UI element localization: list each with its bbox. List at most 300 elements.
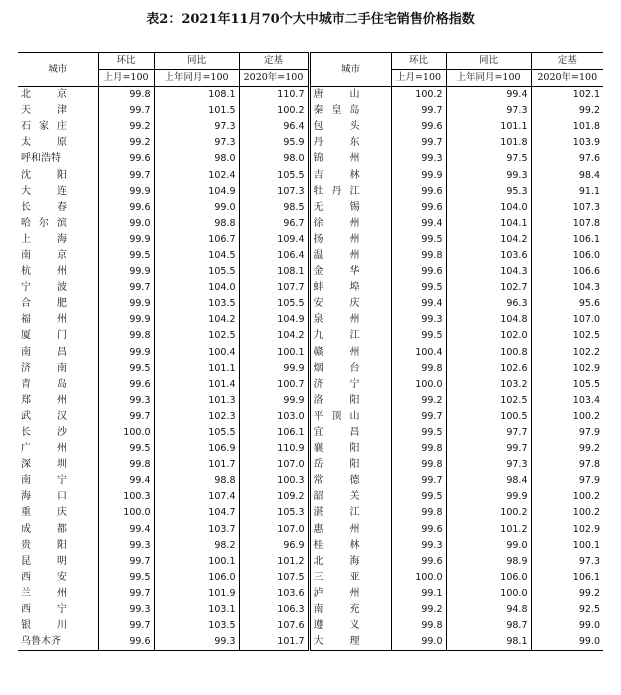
left-base-cell: 103.6 (239, 586, 309, 602)
table-row (18, 634, 603, 651)
right-yoy-cell: 97.3 (446, 457, 531, 473)
right-mom-cell: 99.7 (391, 473, 446, 489)
left-yoy-cell: 104.5 (154, 248, 239, 264)
city-name: 呼和浩特 (21, 153, 61, 165)
right-mom-cell: 99.8 (391, 361, 446, 377)
right-yoy-cell: 104.1 (446, 216, 531, 232)
table-row (18, 345, 603, 361)
city-name: 福州 (21, 314, 67, 326)
city-name: 桂林 (313, 539, 360, 551)
table-row (18, 393, 603, 409)
right-mom-cell: 99.7 (391, 135, 446, 151)
right-mom-cell: 100.2 (391, 87, 446, 104)
left-mom-cell: 99.7 (98, 586, 154, 602)
left-mom-cell: 99.7 (98, 618, 154, 634)
table-row (18, 232, 603, 248)
left-city-cell (18, 505, 98, 521)
right-yoy-cell: 101.8 (446, 135, 531, 151)
city-name: 南宁 (21, 475, 67, 487)
city-name: 安庆 (313, 298, 360, 310)
table-row (18, 538, 603, 554)
right-mom-cell: 99.1 (391, 586, 446, 602)
right-city-cell (309, 602, 391, 618)
left-city-cell (18, 328, 98, 344)
table-row (18, 618, 603, 634)
left-yoy-cell: 104.0 (154, 280, 239, 296)
left-yoy-cell: 102.5 (154, 328, 239, 344)
left-yoy-cell: 97.3 (154, 135, 239, 151)
city-name: 大连 (21, 185, 67, 197)
left-yoy-cell: 103.1 (154, 602, 239, 618)
left-city-cell (18, 345, 98, 361)
left-yoy-cell: 101.1 (154, 361, 239, 377)
left-base-cell: 100.1 (239, 345, 309, 361)
right-city-cell (309, 409, 391, 425)
left-city-cell (18, 216, 98, 232)
right-mom-cell: 100.0 (391, 570, 446, 586)
table-row (18, 216, 603, 232)
table-row (18, 248, 603, 264)
table-row (18, 151, 603, 167)
table-row (18, 328, 603, 344)
left-mom-cell: 99.7 (98, 103, 154, 119)
price-index-table (18, 52, 603, 651)
left-mom-cell: 99.0 (98, 216, 154, 232)
right-yoy-cell: 96.3 (446, 296, 531, 312)
left-base-cell: 110.9 (239, 441, 309, 457)
header-base-left: 定基 (239, 53, 309, 70)
right-city-cell (309, 522, 391, 538)
right-city-cell (309, 296, 391, 312)
right-mom-cell: 99.5 (391, 328, 446, 344)
left-mom-cell: 99.7 (98, 280, 154, 296)
left-city-cell (18, 602, 98, 618)
right-yoy-cell: 99.0 (446, 538, 531, 554)
right-city-cell (309, 570, 391, 586)
left-mom-cell: 99.9 (98, 312, 154, 328)
city-name: 泉州 (313, 314, 360, 326)
right-city-cell (309, 248, 391, 264)
right-city-cell (309, 167, 391, 183)
right-base-cell: 100.2 (531, 505, 603, 521)
left-base-cell: 106.4 (239, 248, 309, 264)
left-base-cell: 96.9 (239, 538, 309, 554)
left-base-cell: 107.7 (239, 280, 309, 296)
header-yoy-right: 同比 (446, 53, 531, 70)
right-city-cell (309, 393, 391, 409)
right-base-cell: 106.0 (531, 248, 603, 264)
right-base-cell: 95.6 (531, 296, 603, 312)
right-mom-cell: 100.0 (391, 377, 446, 393)
left-city-cell (18, 377, 98, 393)
header-mom-sub-left: 上月=100 (98, 70, 154, 87)
left-base-cell: 110.7 (239, 87, 309, 104)
city-name: 昆明 (21, 555, 67, 567)
city-name: 宁波 (21, 282, 67, 294)
header-city-right: 城市 (309, 53, 391, 87)
right-yoy-cell: 104.2 (446, 232, 531, 248)
left-city-cell (18, 473, 98, 489)
city-name: 西安 (21, 571, 67, 583)
left-base-cell: 107.6 (239, 618, 309, 634)
table-row (18, 505, 603, 521)
header-mom-sub-right: 上月=100 (391, 70, 446, 87)
left-base-cell: 98.5 (239, 200, 309, 216)
right-mom-cell: 99.8 (391, 618, 446, 634)
left-yoy-cell: 105.5 (154, 264, 239, 280)
header-yoy-left: 同比 (154, 53, 239, 70)
left-city-cell (18, 457, 98, 473)
left-mom-cell: 99.5 (98, 441, 154, 457)
left-city-cell (18, 554, 98, 570)
right-base-cell: 98.4 (531, 167, 603, 183)
right-yoy-cell: 99.7 (446, 441, 531, 457)
city-name: 长春 (21, 201, 67, 213)
left-mom-cell: 99.8 (98, 328, 154, 344)
left-base-cell: 105.5 (239, 296, 309, 312)
table-row (18, 570, 603, 586)
table-row (18, 296, 603, 312)
city-name: 济南 (21, 362, 67, 374)
left-yoy-cell: 105.5 (154, 425, 239, 441)
right-yoy-cell: 101.1 (446, 119, 531, 135)
left-mom-cell: 99.4 (98, 473, 154, 489)
left-mom-cell: 99.7 (98, 409, 154, 425)
table-row (18, 489, 603, 505)
header-row-top (18, 53, 603, 70)
city-name: 武汉 (21, 410, 67, 422)
city-name: 北海 (313, 555, 360, 567)
city-name: 济宁 (313, 378, 360, 390)
table-row (18, 409, 603, 425)
left-city-cell (18, 200, 98, 216)
left-base-cell: 100.3 (239, 473, 309, 489)
city-name: 长沙 (21, 427, 67, 439)
left-base-cell: 103.0 (239, 409, 309, 425)
left-city-cell (18, 361, 98, 377)
city-name: 湛江 (313, 507, 360, 519)
city-name: 乌鲁木齐 (21, 636, 61, 648)
right-base-cell: 99.2 (531, 103, 603, 119)
left-yoy-cell: 104.9 (154, 184, 239, 200)
right-city-cell (309, 634, 391, 651)
right-base-cell: 97.6 (531, 151, 603, 167)
left-city-cell (18, 151, 98, 167)
left-base-cell: 106.1 (239, 425, 309, 441)
left-city-cell (18, 538, 98, 554)
left-yoy-cell: 99.3 (154, 634, 239, 651)
right-mom-cell: 99.4 (391, 216, 446, 232)
right-base-cell: 102.5 (531, 328, 603, 344)
right-yoy-cell: 97.7 (446, 425, 531, 441)
right-base-cell: 97.9 (531, 473, 603, 489)
right-base-cell: 103.9 (531, 135, 603, 151)
left-city-cell (18, 167, 98, 183)
right-yoy-cell: 100.0 (446, 586, 531, 602)
left-city-cell (18, 264, 98, 280)
right-yoy-cell: 103.2 (446, 377, 531, 393)
city-name: 太原 (21, 137, 67, 149)
right-base-cell: 99.2 (531, 586, 603, 602)
right-base-cell: 104.3 (531, 280, 603, 296)
left-city-cell (18, 312, 98, 328)
right-base-cell: 91.1 (531, 184, 603, 200)
header-mom-right: 环比 (391, 53, 446, 70)
city-name: 宜昌 (313, 427, 360, 439)
left-yoy-cell: 107.4 (154, 489, 239, 505)
right-mom-cell: 99.3 (391, 538, 446, 554)
left-base-cell: 105.3 (239, 505, 309, 521)
right-mom-cell: 99.8 (391, 505, 446, 521)
right-base-cell: 97.9 (531, 425, 603, 441)
left-base-cell: 99.9 (239, 393, 309, 409)
right-mom-cell: 99.6 (391, 554, 446, 570)
left-yoy-cell: 103.7 (154, 522, 239, 538)
right-yoy-cell: 104.3 (446, 264, 531, 280)
left-yoy-cell: 102.3 (154, 409, 239, 425)
left-city-cell (18, 425, 98, 441)
right-base-cell: 107.0 (531, 312, 603, 328)
right-yoy-cell: 99.4 (446, 87, 531, 104)
left-mom-cell: 99.7 (98, 167, 154, 183)
city-name: 襄阳 (313, 443, 360, 455)
right-base-cell: 92.5 (531, 602, 603, 618)
table-row (18, 361, 603, 377)
left-yoy-cell: 108.1 (154, 87, 239, 104)
city-name: 包头 (313, 121, 360, 133)
table-row (18, 103, 603, 119)
left-base-cell: 104.2 (239, 328, 309, 344)
right-yoy-cell: 98.9 (446, 554, 531, 570)
right-yoy-cell: 104.8 (446, 312, 531, 328)
city-name: 大理 (313, 636, 360, 648)
right-city-cell (309, 151, 391, 167)
city-name: 石家庄 (21, 121, 67, 133)
left-base-cell: 107.5 (239, 570, 309, 586)
left-mom-cell: 99.7 (98, 554, 154, 570)
left-base-cell: 101.2 (239, 554, 309, 570)
city-name: 丹东 (313, 137, 360, 149)
right-city-cell (309, 312, 391, 328)
city-name: 唐山 (313, 89, 360, 101)
left-city-cell (18, 87, 98, 104)
right-city-cell (309, 200, 391, 216)
left-yoy-cell: 101.9 (154, 586, 239, 602)
left-city-cell (18, 280, 98, 296)
city-name: 牡丹江 (313, 185, 360, 197)
right-city-cell (309, 586, 391, 602)
left-base-cell: 104.9 (239, 312, 309, 328)
right-yoy-cell: 101.2 (446, 522, 531, 538)
table-row (18, 441, 603, 457)
header-base-right: 定基 (531, 53, 603, 70)
left-base-cell: 109.2 (239, 489, 309, 505)
right-city-cell (309, 425, 391, 441)
left-yoy-cell: 106.0 (154, 570, 239, 586)
header-base-sub-left: 2020年=100 (239, 70, 309, 87)
left-city-cell (18, 184, 98, 200)
left-yoy-cell: 100.1 (154, 554, 239, 570)
right-yoy-cell: 102.6 (446, 361, 531, 377)
left-city-cell (18, 618, 98, 634)
left-base-cell: 101.7 (239, 634, 309, 651)
right-city-cell (309, 489, 391, 505)
city-name: 扬州 (313, 233, 360, 245)
left-yoy-cell: 98.2 (154, 538, 239, 554)
right-mom-cell: 99.8 (391, 248, 446, 264)
left-city-cell (18, 248, 98, 264)
city-name: 南京 (21, 249, 67, 261)
left-base-cell: 108.1 (239, 264, 309, 280)
right-yoy-cell: 104.0 (446, 200, 531, 216)
table-row (18, 522, 603, 538)
right-base-cell: 106.1 (531, 232, 603, 248)
city-name: 岳阳 (313, 459, 360, 471)
table-row (18, 264, 603, 280)
left-city-cell (18, 135, 98, 151)
city-name: 杭州 (21, 266, 67, 278)
city-name: 洛阳 (313, 394, 360, 406)
left-city-cell (18, 522, 98, 538)
right-yoy-cell: 94.8 (446, 602, 531, 618)
right-yoy-cell: 99.9 (446, 489, 531, 505)
right-base-cell: 102.1 (531, 87, 603, 104)
right-city-cell (309, 119, 391, 135)
city-name: 北京 (21, 89, 67, 101)
table-row (18, 167, 603, 183)
left-mom-cell: 99.6 (98, 200, 154, 216)
table-row (18, 586, 603, 602)
table-row (18, 457, 603, 473)
right-city-cell (309, 103, 391, 119)
right-mom-cell: 99.8 (391, 441, 446, 457)
right-city-cell (309, 538, 391, 554)
left-yoy-cell: 106.9 (154, 441, 239, 457)
left-mom-cell: 99.9 (98, 345, 154, 361)
right-mom-cell: 99.6 (391, 184, 446, 200)
right-city-cell (309, 377, 391, 393)
left-city-cell (18, 296, 98, 312)
left-yoy-cell: 101.7 (154, 457, 239, 473)
city-name: 韶关 (313, 491, 360, 503)
city-name: 天津 (21, 105, 67, 117)
city-name: 惠州 (313, 523, 360, 535)
left-yoy-cell: 101.5 (154, 103, 239, 119)
header-yoy-sub-left: 上年同月=100 (154, 70, 239, 87)
right-city-cell (309, 232, 391, 248)
city-name: 贵阳 (21, 539, 67, 551)
left-mom-cell: 100.3 (98, 489, 154, 505)
city-name: 深圳 (21, 459, 67, 471)
left-mom-cell: 99.5 (98, 570, 154, 586)
left-mom-cell: 100.0 (98, 425, 154, 441)
right-city-cell (309, 184, 391, 200)
city-name: 广州 (21, 443, 67, 455)
city-name: 南充 (313, 604, 360, 616)
city-name: 金华 (313, 266, 360, 278)
right-base-cell: 106.6 (531, 264, 603, 280)
right-yoy-cell: 102.7 (446, 280, 531, 296)
right-mom-cell: 99.8 (391, 457, 446, 473)
right-yoy-cell: 103.6 (446, 248, 531, 264)
city-name: 银川 (21, 620, 67, 632)
city-name: 三亚 (313, 571, 360, 583)
header-city-left: 城市 (18, 53, 98, 87)
table-title: 表2：2021年11月70个大中城市二手住宅销售价格指数 (146, 12, 475, 27)
left-yoy-cell: 98.8 (154, 473, 239, 489)
left-city-cell (18, 119, 98, 135)
right-mom-cell: 99.9 (391, 167, 446, 183)
right-yoy-cell: 98.4 (446, 473, 531, 489)
table-row (18, 135, 603, 151)
city-name: 兰州 (21, 587, 67, 599)
left-mom-cell: 99.9 (98, 184, 154, 200)
right-city-cell (309, 473, 391, 489)
header-yoy-sub-right: 上年同月=100 (446, 70, 531, 87)
table-row (18, 312, 603, 328)
table-row (18, 425, 603, 441)
right-yoy-cell: 100.8 (446, 345, 531, 361)
city-name: 烟台 (313, 362, 360, 374)
left-city-cell (18, 586, 98, 602)
right-base-cell: 106.1 (531, 570, 603, 586)
right-mom-cell: 99.6 (391, 522, 446, 538)
right-mom-cell: 99.6 (391, 119, 446, 135)
left-mom-cell: 99.6 (98, 377, 154, 393)
left-city-cell (18, 441, 98, 457)
right-mom-cell: 99.7 (391, 103, 446, 119)
right-mom-cell: 99.6 (391, 264, 446, 280)
right-base-cell: 99.0 (531, 634, 603, 651)
header-base-sub-right: 2020年=100 (531, 70, 603, 87)
right-mom-cell: 99.7 (391, 409, 446, 425)
right-base-cell: 99.0 (531, 618, 603, 634)
left-mom-cell: 99.5 (98, 248, 154, 264)
city-name: 青岛 (21, 378, 67, 390)
left-mom-cell: 99.3 (98, 393, 154, 409)
left-yoy-cell: 101.3 (154, 393, 239, 409)
right-yoy-cell: 99.3 (446, 167, 531, 183)
left-city-cell (18, 232, 98, 248)
right-mom-cell: 99.5 (391, 425, 446, 441)
right-yoy-cell: 97.3 (446, 103, 531, 119)
right-mom-cell: 99.6 (391, 200, 446, 216)
city-name: 南昌 (21, 346, 67, 358)
table-row (18, 473, 603, 489)
city-name: 上海 (21, 233, 67, 245)
left-base-cell: 106.3 (239, 602, 309, 618)
right-yoy-cell: 100.2 (446, 505, 531, 521)
right-yoy-cell: 100.5 (446, 409, 531, 425)
city-name: 厦门 (21, 330, 67, 342)
right-city-cell (309, 554, 391, 570)
left-mom-cell: 99.9 (98, 232, 154, 248)
right-base-cell: 107.3 (531, 200, 603, 216)
table-row (18, 602, 603, 618)
left-city-cell (18, 409, 98, 425)
left-mom-cell: 99.6 (98, 151, 154, 167)
right-city-cell (309, 345, 391, 361)
city-name: 无锡 (313, 201, 360, 213)
left-yoy-cell: 101.4 (154, 377, 239, 393)
city-name: 泸州 (313, 587, 360, 599)
left-mom-cell: 99.8 (98, 87, 154, 104)
left-mom-cell: 99.6 (98, 634, 154, 651)
left-mom-cell: 99.4 (98, 522, 154, 538)
right-base-cell: 102.9 (531, 522, 603, 538)
left-base-cell: 100.2 (239, 103, 309, 119)
city-name: 平顶山 (313, 410, 360, 422)
